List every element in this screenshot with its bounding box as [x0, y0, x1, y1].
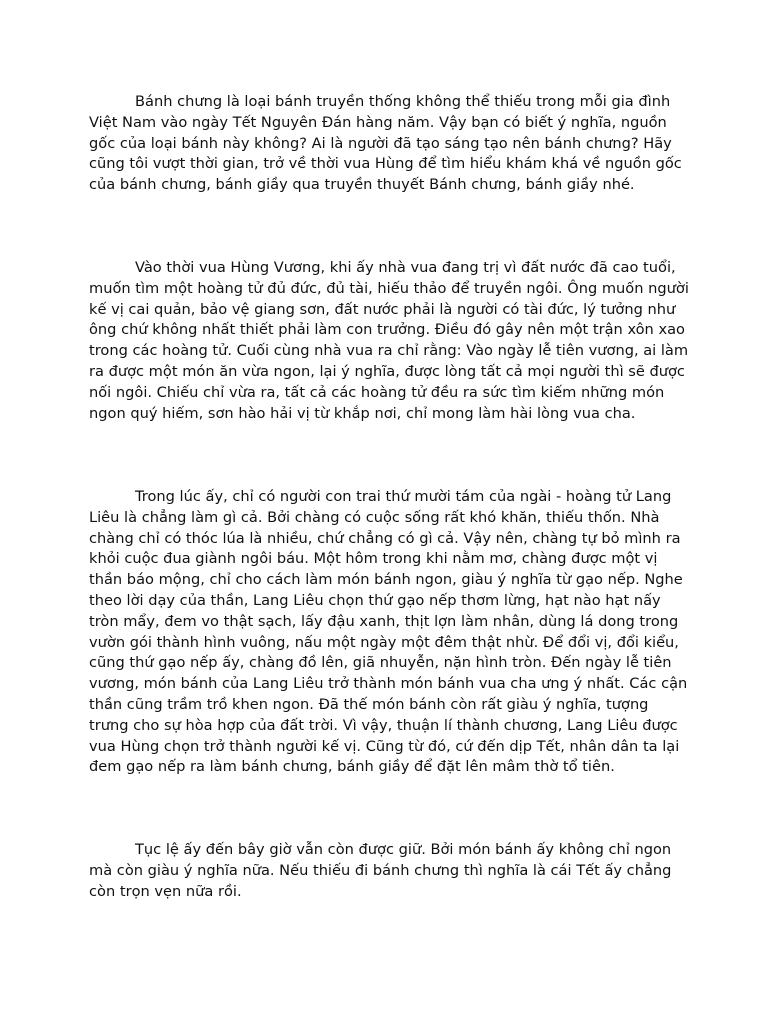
paragraph-hung-vuong: Vào thời vua Hùng Vương, khi ấy nhà vua đang trị vì đất nước đã cao tuổi, muốn tìm một hoàng tử đủ đức, đủ tài, hiếu thảo để truyền ngôi. Ông muốn người kế vị cai quản, bảo vệ giang sơn, đất nước phải là người có tài đức, lý tưởng như ông chứ không nhất thiết phải làm con trưởng. Điều đó gây nên một trận xôn xao trong các hoàng tử. Cuối cùng nhà vua ra chỉ rằng: Vào ngày lễ tiên vương, ai làm ra được một món ăn vừa ngon, lại ý nghĩa, được lòng tất cả mọi người thì sẽ được nối ngôi. Chiếu chỉ vừa ra, tất cả các hoàng tử đều ra sức tìm kiếm những món ngon quý hiếm, sơn hào hải vị từ khắp nơi, chỉ mong làm hài lòng vua cha. — [89, 259, 689, 422]
paragraph-conclusion: Tục lệ ấy đến bây giờ vẫn còn được giữ. Bởi món bánh ấy không chỉ ngon mà còn giàu ý nghĩa nữa. Nếu thiếu đi bánh chưng thì nghĩa là cái Tết ấy chẳng còn trọn vẹn nữa rồi. — [89, 841, 672, 900]
paragraph-lang-lieu: Trong lúc ấy, chỉ có người con trai thứ mười tám của ngài - hoàng tử Lang Liêu là chẳng làm gì cả. Bởi chàng có cuộc sống rất khó khăn, thiếu thốn. Nhà chàng chỉ có thóc lúa là nhiều, chứ chẳng có gì cả. Vậy nên, chàng tự bỏ mình ra khỏi cuộc đua giành ngôi báu. Một hôm trong khi nằm mơ, chàng được một vị thần báo mộng, chỉ cho cách làm món bánh ngon, giàu ý nghĩa từ gạo nếp. Nghe theo lời dạy của thần, Lang Liêu chọn thứ gạo nếp thơm lừng, hạt nào hạt nấy tròn mẩy, đem vo thật sạch, lấy đậu xanh, thịt lợn làm nhân, dùng lá dong trong vườn gói thành hình vuông, nấu một ngày một đêm thật nhừ. Để đổi vị, đổi kiểu, cũng thứ gạo nếp ấy, chàng đồ lên, giã nhuyễn, nặn hình tròn. Đến ngày lễ tiên vương, món bánh của Lang Liêu trở thành món bánh vua cha ưng ý nhất. Các cận thần cũng trầm trồ khen ngon. Đã thế món bánh còn rất giàu ý nghĩa, tượng trưng cho sự hòa hợp của đất trời. Vì vậy, thuận lí thành chương, Lang Liêu được vua Hùng chọn trở thành người kế vị. Cũng từ đó, cứ đến dịp Tết, nhân dân ta lại đem gạo nếp ra làm bánh chưng, bánh giầy để đặt lên mâm thờ tổ tiên. — [89, 488, 688, 776]
paragraph-intro: Bánh chưng là loại bánh truyền thống không thể thiếu trong mỗi gia đình Việt Nam vào ngày Tết Nguyên Đán hàng năm. Vậy bạn có biết ý nghĩa, nguồn gốc của loại bánh này không? Ai là người đã tạo sáng tạo nên bánh chưng? Hãy cũng tôi vượt thời gian, trở về thời vua Hùng để tìm hiểu khám khá về nguồn gốc của bánh chưng, bánh giầy qua truyền thuyết Bánh chưng, bánh giầy nhé. — [89, 93, 682, 194]
